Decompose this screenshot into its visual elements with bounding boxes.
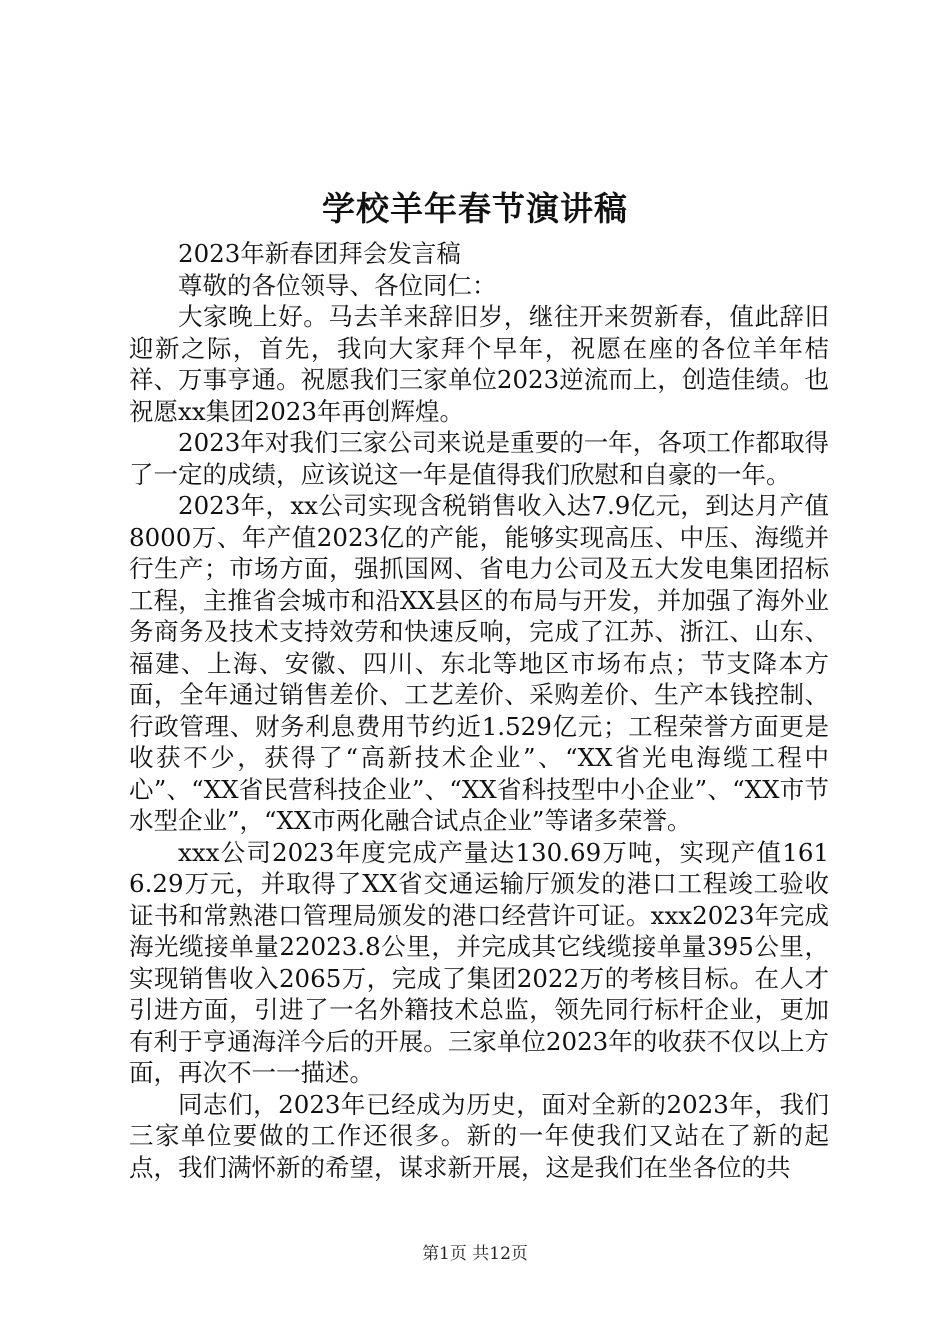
paragraph-xxx-company: xxx公司2023年度完成产量达130.69万吨，实现产值1616.29万元，并取得了XX省交通运输厅颁发的港口工程竣工验收证书和常熟港口管理局颁发的港口经营许可证。xxx2023年完成海光缆接单量22023.8公里，并完成其它线缆接单量395公里，实现销售收入2065万，完成了集团2022万的考核目标。在人才引进方面，引进了一名外籍技术总监，领先同行标杆企业，更加有利于亨通海洋今后的开展。三家单位2023年的收获不仅以上方面，再次不一一描述。 <box>129 837 829 1087</box>
paragraph-xx-company: 2023年，xx公司实现含税销售收入达7.9亿元，到达月产值8000万、年产值2023亿的产能，能够实现高压、中压、海缆并行生产；市场方面，强抓国网、省电力公司及五大发电集团招标工程，主推省会城市和沿XX县区的布局与开发，并加强了海外业务商务及技术支持效劳和快速反响，完成了江苏、浙江、山东、福建、上海、安徽、四川、东北等地区市场布点；节支降本方面，全年通过销售差价、工艺差价、采购差价、生产本钱控制、行政管理、财务利息费用节约近1.529亿元；工程荣誉方面更是收获不少，获得了“高新技术企业”、“XX省光电海缆工程中心”、“XX省民营科技企业”、“XX省科技型中小企业”、“XX市节水型企业”，“XX市两化融合试点企业”等诸多荣誉。 <box>129 491 829 835</box>
document-body <box>129 238 829 1183</box>
paragraph-year-summary: 2023年对我们三家公司来说是重要的一年，各项工作都取得了一定的成绩，应该说这一年是值得我们欣慰和自豪的一年。 <box>129 428 829 489</box>
document-title: 学校羊年春节演讲稿 <box>322 189 628 228</box>
paragraph-heading: 2023年新春团拜会发言稿 <box>178 239 461 268</box>
paragraph-greeting: 大家晚上好。马去羊来辞旧岁，继往开来贺新春，值此辞旧迎新之际，首先，我向大家拜个早年，祝愿在座的各位羊年桔祥、万事亨通。祝愿我们三家单位2023逆流而上，创造佳绩。也祝愿xx集团2023年再创辉煌。 <box>129 302 829 426</box>
page-number: 第1页 共12页 <box>422 1244 528 1264</box>
paragraph-salutation: 尊敬的各位领导、各位同仁： <box>178 270 497 300</box>
paragraph-comrades: 同志们，2023年已经成为历史，面对全新的2023年，我们三家单位要做的工作还很多。新的一年使我们又站在了新的起点，我们满怀新的希望，谋求新开展，这是我们在坐各位的共 <box>129 1089 829 1182</box>
